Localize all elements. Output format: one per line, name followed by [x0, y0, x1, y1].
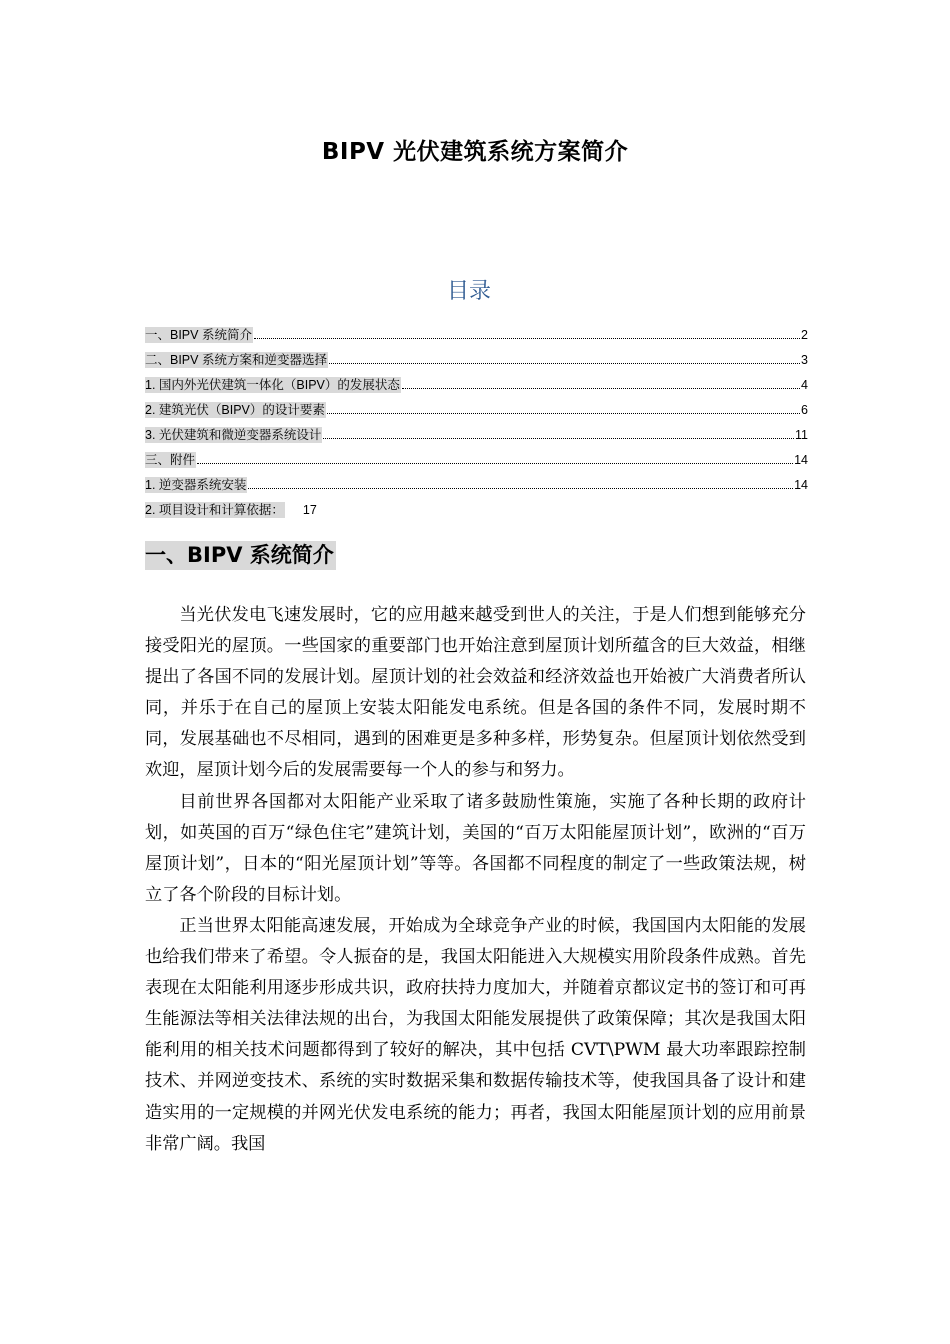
body-paragraph: 当光伏发电飞速发展时，它的应用越来越受到世人的关注，于是人们想到能够充分接受阳光的屋顶。一些国家的重要部门也开始注意到屋顶计划所蕴含的巨大效益，相继提出了各国不同的发展计划。屋顶计划的社会效益和经济效益也开始被广大消费者所认同，并乐于在自己的屋顶上安装太阳能发电系统。但是各国的条件不同，发展时期不同，发展基础也不尽相同，遇到的困难更是多种多样，形势复杂。但屋顶计划依然受到欢迎，屋顶计划今后的发展需要每一个人的参与和努力。 [145, 605, 806, 781]
body-paragraph: 目前世界各国都对太阳能产业采取了诸多鼓励性策施，实施了各种长期的政府计划，如英国的百万“绿色住宅”建筑计划，美国的“百万太阳能屋顶计划”，欧洲的“百万屋顶计划”，日本的“阳光屋顶计划”等等。各国都不同程度的制定了一些政策法规，树立了各个阶段的目标计划。 [145, 791, 806, 905]
toc-entry-text: 1. 国内外光伏建筑一体化（BIPV）的发展状态 [145, 378, 400, 392]
toc-entry[interactable] [145, 443, 808, 468]
toc-entry-text: 2. 项目设计和计算依据： [145, 503, 284, 517]
toc-entry-text: 3. 光伏建筑和微逆变器系统设计 [145, 428, 322, 442]
table-of-contents [145, 318, 808, 518]
toc-dot-leader [323, 438, 794, 439]
section-heading: 一、BIPV 系统简介 [145, 541, 336, 570]
toc-entry-text: 一、BIPV 系统简介 [145, 328, 252, 342]
toc-entry-text: 1. 逆变器系统安装 [145, 478, 247, 492]
toc-entry[interactable] [145, 318, 808, 343]
toc-entry[interactable] [145, 368, 808, 393]
toc-heading: 目录 [446, 279, 491, 304]
toc-entry-page: 11 [795, 428, 808, 442]
toc-dot-leader [402, 388, 800, 389]
toc-entry-page: 4 [801, 378, 808, 392]
section-body [145, 600, 806, 1160]
toc-dot-leader [248, 488, 793, 489]
toc-entry-page: 14 [794, 453, 808, 467]
toc-dot-leader [254, 338, 800, 339]
toc-dot-leader [329, 363, 800, 364]
toc-entry-page: 17 [302, 503, 317, 517]
body-paragraph: 正当世界太阳能高速发展，开始成为全球竞争产业的时候，我国国内太阳能的发展也给我们带来了希望。令人振奋的是，我国太阳能进入大规模实用阶段条件成熟。首先表现在太阳能利用逐步形成共识，政府扶持力度加大，并随着京都议定书的签订和可再生能源法等相关法律法规的出台，为我国太阳能发展提供了政策保障；其次是我国太阳能利用的相关技术问题都得到了较好的解决，其中包括 CVT\PWM 最大功率跟踪控制技术、并网逆变技术、系统的实时数据采集和数据传输技术等，使我国具备了设计和建造实用的一定规模的并网光伏发电系统的能力；再者，我国太阳能屋顶计划的应用前景非常广阔。我国 [145, 915, 806, 1154]
toc-entry-text: 2. 建筑光伏（BIPV）的设计要素 [145, 403, 325, 417]
toc-entry-page: 14 [794, 478, 808, 492]
toc-entry-text: 二、BIPV 系统方案和逆变器选择 [145, 353, 327, 367]
toc-entry-page: 3 [801, 353, 808, 367]
toc-entry[interactable] [145, 393, 808, 418]
toc-entry[interactable] [145, 418, 808, 443]
document-title: BIPV 光伏建筑系统方案简介 [321, 139, 629, 165]
toc-dot-leader [327, 413, 800, 414]
toc-dot-leader [197, 463, 793, 464]
toc-entry[interactable] [145, 343, 808, 368]
toc-entry-page: 6 [801, 403, 808, 417]
toc-entry-page: 2 [801, 328, 808, 342]
toc-entry-text: 三、附件 [145, 453, 196, 467]
toc-entry[interactable] [145, 493, 808, 518]
toc-entry[interactable] [145, 468, 808, 493]
